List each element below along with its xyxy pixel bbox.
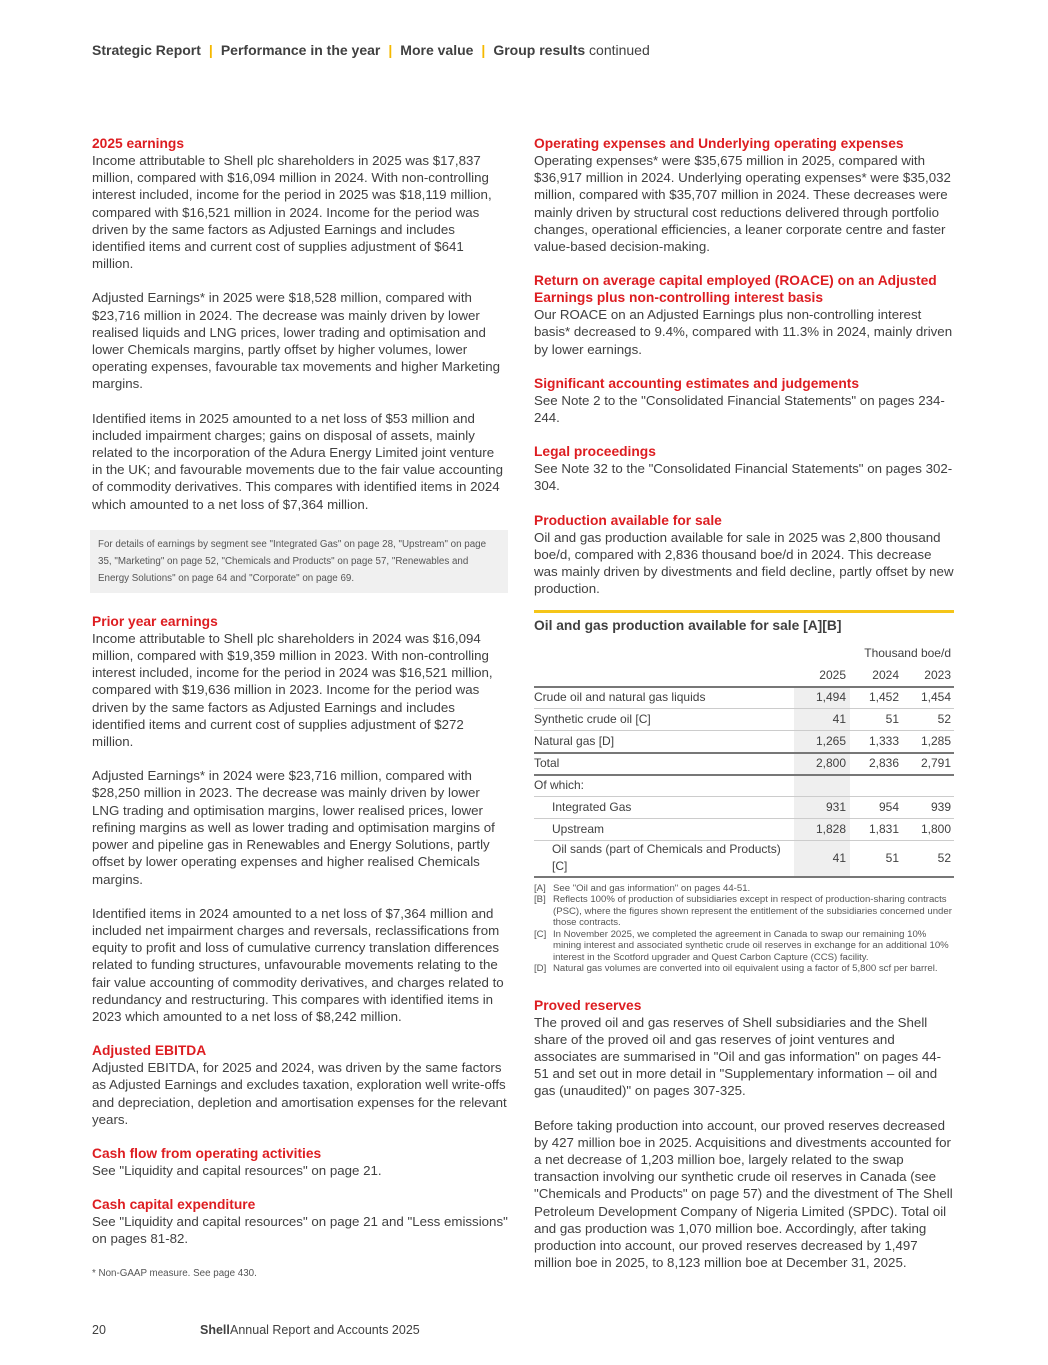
page-number: 20 — [92, 1323, 106, 1337]
production-table — [534, 643, 954, 878]
production-table-section — [534, 610, 954, 974]
section-heading: Adjusted EBITDA — [92, 1043, 207, 1059]
footnote-text: Reflects 100% of production of subsidiaries except in respect of production-sharing contracts (PSC), where the figures shown represent the entitlement of the subsidiaries concerned under those contracts. — [553, 894, 952, 929]
section-heading: Cash capital expenditure — [92, 1197, 256, 1213]
section-heading: Prior year earnings — [92, 613, 218, 629]
footnote-text: In November 2025, we completed the agreement in Canada to swap our remaining 10% mining interest and associated synthetic crude oil reserves in exchange for an additional 10% interest in the Scotford upgrader and Quest Carbon Capture (CCS) facility. — [553, 928, 949, 963]
paragraph: Before taking production into account, our proved reserves decreased by 427 million boe in 2025. Acquisitions and divestments accounted for a net decrease of 1,203 million boe, largely related to the swap transaction involving our synthetic crude oil reserves in Canada (see "Chemicals and Products" on page 57) and the divestment of The Shell Petroleum Development Company of Nigeria Limited (SPDC). Total oil and gas production was 1,070 million boe. Accordingly, after taking production into account, our proved reserves decreased by 1,497 million boe in 2025, to 8,123 million boe at December 31, 2025. — [534, 1117, 953, 1271]
section-heading: Return on average capital employed (ROACE) on an Adjusted Earnings plus non-controlling interest basis — [534, 273, 937, 306]
paragraph: Income attributable to Shell plc shareholders in 2025 was $17,837 million, compared with $16,094 million in 2024. With non-controlling interest included, income for the period in 2025 was $18,119 million, compared with $16,521 million in 2024. Income for the period was driven by the same factors as Adjusted Earnings and includes identified items and current cost of supplies adjustment of $641 million. — [92, 153, 492, 272]
breadcrumb-item[interactable]: Group results — [493, 42, 586, 58]
footnote-key: [D] — [534, 963, 547, 975]
row-label: Upstream — [534, 819, 794, 841]
row-label: Of which: — [534, 775, 794, 797]
segment-note: For details of earnings by segment see "Integrated Gas" on page 28, "Upstream" on page 35, "Marketing" on page 52, "Chemicals and Products" on page 57, "Renewables and Energy Solutions" on page 64 and "Corporate" on page 69. — [90, 530, 508, 593]
row-label: Integrated Gas — [534, 797, 794, 819]
year-header: 2024 — [850, 665, 902, 687]
table-cell: 954 — [850, 797, 902, 819]
year-header: 2023 — [902, 665, 954, 687]
table-cell — [794, 775, 850, 797]
table-cell: 2,800 — [794, 753, 850, 775]
breadcrumb-item[interactable]: Strategic Report — [92, 42, 201, 58]
table-cell: 939 — [902, 797, 954, 819]
table-cell: 1,494 — [794, 687, 850, 709]
footnote-text: Natural gas volumes are converted into oil equivalent using a factor of 5,800 scf per barrel. — [553, 963, 938, 975]
paragraph: Oil and gas production available for sale in 2025 was 2,800 thousand boe/d, compared with 2,836 thousand boe/d in 2024. This decrease was mainly driven by divestments and field decline, partly offset by new production. — [534, 529, 954, 597]
table-cell: 41 — [794, 841, 850, 877]
paragraph: See "Liquidity and capital resources" on page 21 and "Less emissions" on pages 81-82. — [92, 1214, 508, 1247]
paragraph: See Note 2 to the "Consolidated Financial Statements" on pages 234-244. — [534, 392, 945, 426]
table-row — [534, 819, 954, 841]
table-cell: 1,831 — [850, 819, 902, 841]
breadcrumb-item[interactable]: More value — [400, 42, 474, 58]
table-cell: 51 — [850, 841, 902, 877]
right-column — [534, 135, 954, 1288]
section-heading: Operating expenses and Underlying operating expenses — [534, 136, 904, 151]
section-heading: Proved reserves — [534, 997, 642, 1013]
table-cell — [902, 775, 954, 797]
paragraph: Our ROACE on an Adjusted Earnings plus non-controlling interest basis* decreased to 9.4%, compared with 11.3% in 2024, mainly driven by lower earnings. — [534, 307, 953, 357]
paragraph: The proved oil and gas reserves of Shell subsidiaries and the Shell share of the proved oil and gas reserves of joint ventures and associates are summarised in "Oil and gas information" on pages 44-51 and set out in more detail in "Supplementary information – oil and gas (unaudited)" on pages 307-325. — [534, 1014, 942, 1099]
brand-name: Shell — [200, 1323, 230, 1337]
table-cell: 2,791 — [902, 753, 954, 775]
footnote-key: [C] — [534, 928, 547, 940]
table-title: Oil and gas production available for sale [A][B] — [534, 618, 842, 634]
footnote-text: See "Oil and gas information" on pages 44-51. — [553, 882, 751, 894]
table-row — [534, 731, 954, 753]
section-heading: Production available for sale — [534, 512, 722, 528]
paragraph: Identified items in 2025 amounted to a net loss of $53 million and included impairment charges; gains on disposal of assets, mainly related to the incorporation of the Adura Energy Limited joint venture in the UK; and favourable movements due to the fair value accounting of commodity derivatives. This compares with identified items in 2024 which amounted to a net loss of $7,364 million. — [92, 410, 503, 512]
divider: | — [208, 42, 213, 58]
left-column — [92, 135, 508, 1282]
table-footnote — [534, 883, 954, 895]
table-row — [534, 687, 954, 709]
page-footer — [92, 1322, 420, 1339]
table-cell: 1,452 — [850, 687, 902, 709]
breadcrumb — [92, 42, 650, 59]
breadcrumb-suffix: continued — [589, 42, 650, 58]
table-row — [534, 797, 954, 819]
table-cell: 1,828 — [794, 819, 850, 841]
divider: | — [388, 42, 393, 58]
paragraph: Adjusted Earnings* in 2025 were $18,528 million, compared with $23,716 million in 2024. The decrease was mainly driven by lower realised liquids and LNG prices, lower trading and optimisation and lower Chemicals margins, partly offset by higher volumes, lower operating expenses, favourable tax movements and higher Marketing margins. — [92, 290, 501, 392]
table-cell: 52 — [902, 709, 954, 731]
footnote-key: [B] — [534, 894, 546, 906]
row-label: Total — [534, 753, 794, 775]
table-cell: 2,836 — [850, 753, 902, 775]
section-heading: Cash flow from operating activities — [92, 1145, 322, 1161]
table-footnote — [534, 894, 954, 929]
paragraph: See Note 32 to the "Consolidated Financial Statements" on pages 302-304. — [534, 461, 953, 494]
footnote-key: [A] — [534, 882, 546, 894]
footnote: * Non-GAAP measure. See page 430. — [92, 1267, 257, 1279]
table-cell: 1,333 — [850, 731, 902, 753]
table-row — [534, 775, 954, 797]
row-label: Crude oil and natural gas liquids — [534, 687, 794, 709]
table-footnote — [534, 963, 954, 975]
paragraph: Operating expenses* were $35,675 million in 2025, compared with $36,917 million in 2024. Underlying operating expenses* were $35,032 million, compared with $35,707 million in 2024. These decreases were mainly driven by structural cost reductions delivered through portfolio changes, operational efficiencies, a leaner corporate centre and faster value-based decision-making. — [534, 153, 951, 255]
table-cell: 41 — [794, 709, 850, 731]
section-heading: 2025 earnings — [92, 136, 185, 151]
row-label: Natural gas [D] — [534, 731, 794, 753]
paragraph: See "Liquidity and capital resources" on page 21. — [92, 1162, 382, 1178]
table-cell: 1,265 — [794, 731, 850, 753]
paragraph: Adjusted EBITDA, for 2025 and 2024, was driven by the same factors as Adjusted Earnings and excludes taxation, exploration well write-offs and depreciation, depletion and amortisation expenses for the relevant years. — [92, 1060, 507, 1127]
paragraph: Adjusted Earnings* in 2024 were $23,716 million, compared with $28,250 million in 2023. The decrease was mainly driven by lower LNG trading and optimisation margins, lower realised prices, lower refining margins as well as lower trading and optimisation margins of power and pipeline gas in Renewables and Energy Solutions, partly offset by lower operating expenses and higher realised Chemicals margins. — [92, 768, 495, 887]
breadcrumb-item[interactable]: Performance in the year — [220, 42, 381, 58]
unit-label: Thousand boe/d — [864, 646, 951, 661]
table-footnote — [534, 929, 954, 964]
table-cell: 52 — [902, 841, 954, 877]
table-row — [534, 841, 954, 877]
table-cell: 1,454 — [902, 687, 954, 709]
paragraph: Identified items in 2024 amounted to a net loss of $7,364 million and included net impairment charges and reversals, reclassifications from equity to profit and loss of cumulative currency translation differences related to funding structures, unfavourable movements relating to the fair value accounting of commodity derivatives, and charges related to redundancy and restructuring. This compares with identified items in 2023 which amounted to a net loss of $8,242 million. — [92, 905, 504, 1024]
table-cell: 51 — [850, 709, 902, 731]
year-header: 2025 — [794, 665, 850, 687]
table-footnotes — [534, 883, 954, 975]
row-label: Oil sands (part of Chemicals and Products) [C] — [534, 841, 794, 877]
section-heading: Significant accounting estimates and judgements — [534, 375, 860, 391]
table-cell: 931 — [794, 797, 850, 819]
table-cell: 1,800 — [902, 819, 954, 841]
table-row — [534, 709, 954, 731]
table-cell — [850, 775, 902, 797]
report-title: Annual Report and Accounts 2025 — [230, 1323, 420, 1337]
paragraph: Income attributable to Shell plc shareholders in 2024 was $16,094 million, compared with $19,359 million in 2023. With non-controlling interest included, income for the period in 2024 was $16,521 million, compared with $19,636 million in 2023. Income for the period was driven by the same factors as Adjusted Earnings and includes identified items and current cost of supplies adjustment of $272 million. — [92, 630, 493, 750]
row-label: Synthetic crude oil [C] — [534, 709, 794, 731]
divider: | — [481, 42, 486, 58]
table-cell: 1,285 — [902, 731, 954, 753]
section-heading: Legal proceedings — [534, 444, 656, 460]
table-row — [534, 753, 954, 775]
